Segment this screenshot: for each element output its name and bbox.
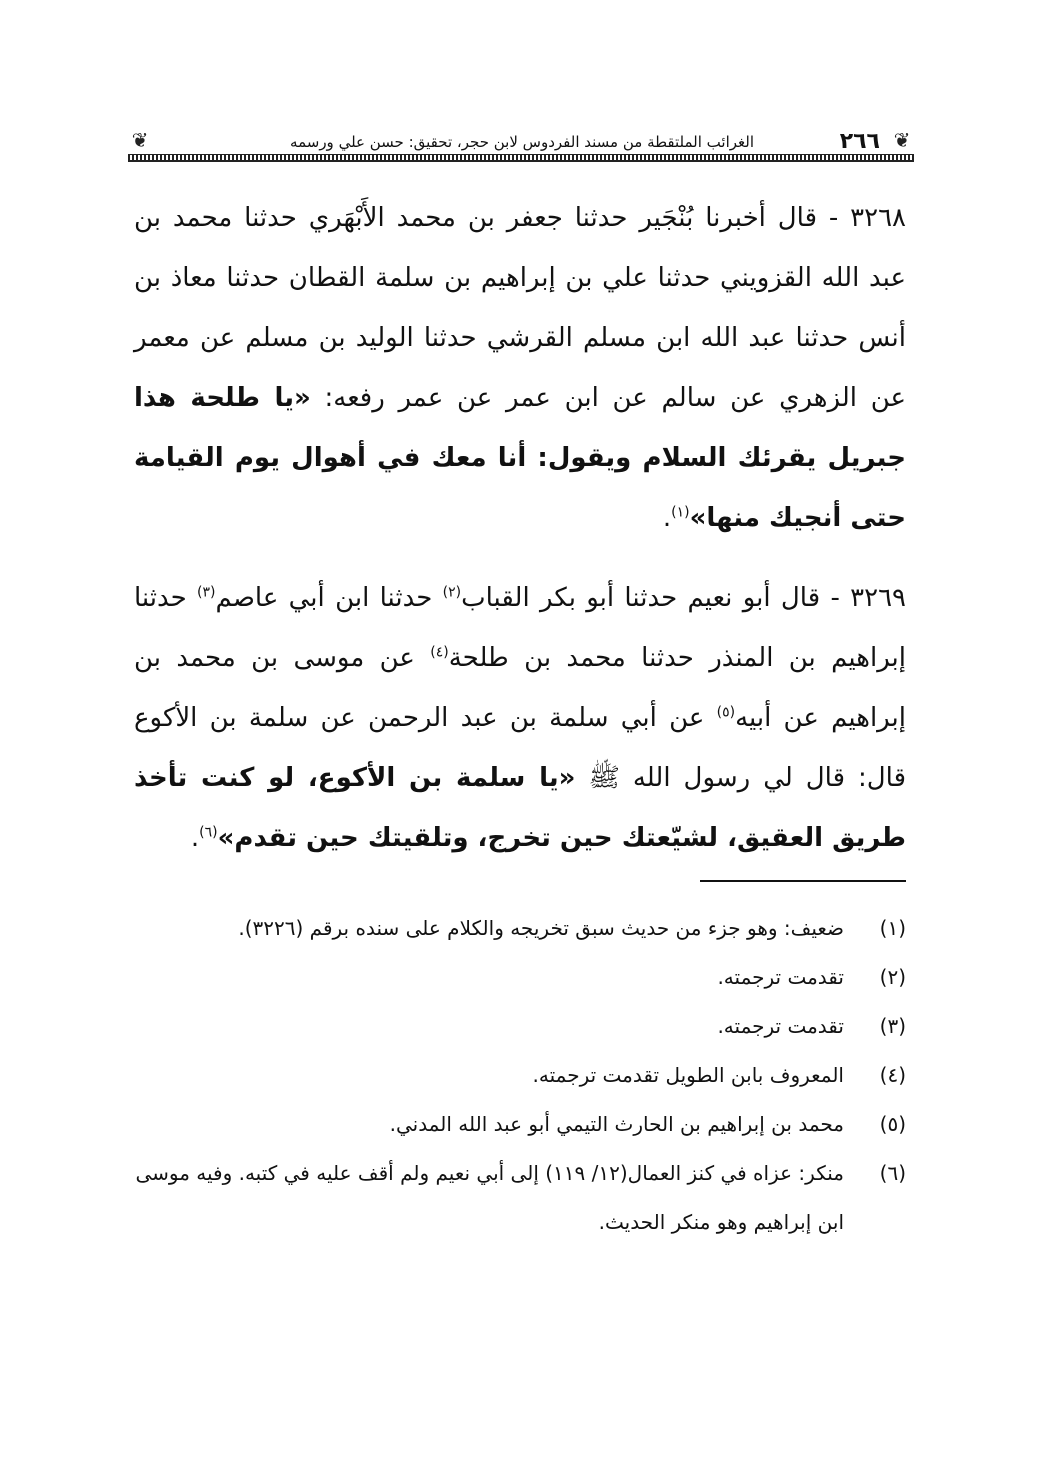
footnote-ref: (٤) — [430, 644, 449, 661]
footnote-ref: (٢) — [442, 584, 462, 601]
hadith-3268: ٣٢٦٨ - قال أخبرنا بُنْجَير حدثنا جعفر بن محمد الأَبْهَري حدثنا محمد بن عبد الله القزويني حدثنا علي بن إبراهيم بن سلمة القطان حدثنا معاذ بن أنس حدثنا عبد الله ابن مسلم القرشي حدثنا الوليد بن مسلم عن معمر عن الزهري عن سالم عن ابن عمر عن عمر رفعه: «يا طلحة هذا جبريل يقرئك السلام ويقول: أنا معك في أهوال يوم القيامة حتى أنجيك منها»$^{(١)}$. — [134, 203, 906, 533]
hadith-text: حدثنا ابن أبي عاصم — [215, 583, 433, 613]
footnotes — [134, 904, 906, 1247]
hadith-text: قال أبو نعيم حدثنا أبو بكر القباب — [461, 583, 821, 613]
footnote-text: ضعيف: وهو جزء من حديث سبق تخريجه والكلام على سنده برقم (٣٢٢٦). — [238, 916, 844, 940]
footnote-item — [134, 1051, 906, 1100]
footnote-separator — [700, 880, 906, 882]
footnote-number: (٦) — [879, 1161, 906, 1185]
hadith-text: عن موسى بن محمد بن إبراهيم عن أبيه — [134, 643, 906, 733]
footnote-item — [134, 1002, 906, 1051]
footnote-number: (٢) — [879, 965, 906, 989]
footnote-number: (٣) — [879, 1014, 906, 1038]
page-header — [128, 122, 914, 162]
footnote-ref: (٥) — [716, 704, 736, 721]
footnote-number: (٤) — [879, 1063, 906, 1087]
ornament-icon: ❦ — [131, 128, 149, 152]
footnote-ref: (٣) — [197, 584, 216, 601]
page-number: ٢٦٦ — [839, 129, 880, 154]
footnote-item — [134, 1100, 906, 1149]
hadith-matn: «يا سلمة بن الأكوع، لو كنت تأخذ طريق العقيق، لشيّعتك حين تخرج، وتلقيتك حين تقدم» — [134, 763, 906, 853]
footnote-text: تقدمت ترجمته. — [717, 1014, 844, 1038]
hadith-text: حدثنا إبراهيم بن المنذر حدثنا محمد بن طلحة — [134, 583, 907, 673]
footnote-text: منكر: عزاه في كنز العمال(١٢/ ١١٩) إلى أبي نعيم ولم أقف عليه في كتبه. وفيه موسى ابن إبراهيم وهو منكر الحديث. — [135, 1161, 844, 1234]
footnote-item — [134, 904, 906, 953]
hadith-matn: «يا طلحة هذا جبريل يقرئك السلام ويقول: أنا معك في أهوال يوم القيامة حتى أنجيك منها» — [134, 383, 906, 533]
hadith-text: عن أبي سلمة بن عبد الرحمن عن سلمة بن الأكوع قال: قال لي رسول الله ﷺ — [134, 703, 907, 793]
footnote-number: (١) — [879, 916, 906, 940]
footnote-item — [134, 1149, 906, 1247]
footnote-text: المعروف بابن الطويل تقدمت ترجمته. — [532, 1063, 844, 1087]
header-rule — [128, 154, 914, 162]
footnote-item — [134, 953, 906, 1002]
footnote-ref: (٦) — [199, 824, 218, 841]
footnote-number: (٥) — [879, 1112, 906, 1136]
hadith-number: ٣٢٦٩ — [850, 583, 906, 613]
ornament-icon: ❦ — [893, 128, 911, 152]
footnote-text: محمد بن إبراهيم بن الحارث التيمي أبو عبد الله المدني. — [389, 1112, 844, 1136]
hadith-number: ٣٢٦٨ — [850, 203, 906, 233]
running-title: الغرائب الملتقطة من مسند الفردوس لابن حجر، تحقيق: حسن علي ورسمه — [290, 133, 754, 151]
footnote-ref: (١) — [671, 504, 690, 521]
hadith-3269: ٣٢٦٩ - قال أبو نعيم حدثنا أبو بكر القباب$^{(٢)}$ حدثنا ابن أبي عاصم$^{(٣)}$ حدثنا إبراهيم بن المنذر حدثنا محمد بن طلحة$^{(٤)}$ عن موسى بن محمد بن إبراهيم عن أبيه$^{(٥)}$ عن أبي سلمة بن عبد الرحمن عن سلمة بن الأكوع قال: قال لي رسول الله ﷺ «يا سلمة بن الأكوع، لو كنت تأخذ طريق العقيق، لشيّعتك حين تخرج، وتلقيتك حين تقدم»$^{(٦)}$. — [134, 583, 907, 853]
footnote-text: تقدمت ترجمته. — [717, 965, 844, 989]
hadith-isnad: قال أخبرنا بُنْجَير حدثنا جعفر بن محمد الأَبْهَري حدثنا محمد بن عبد الله القزويني حدثنا علي بن إبراهيم بن سلمة القطان حدثنا معاذ بن أنس حدثنا عبد الله ابن مسلم القرشي حدثنا الوليد بن مسلم عن معمر عن الزهري عن سالم عن ابن عمر عن عمر رفعه: — [134, 203, 906, 413]
